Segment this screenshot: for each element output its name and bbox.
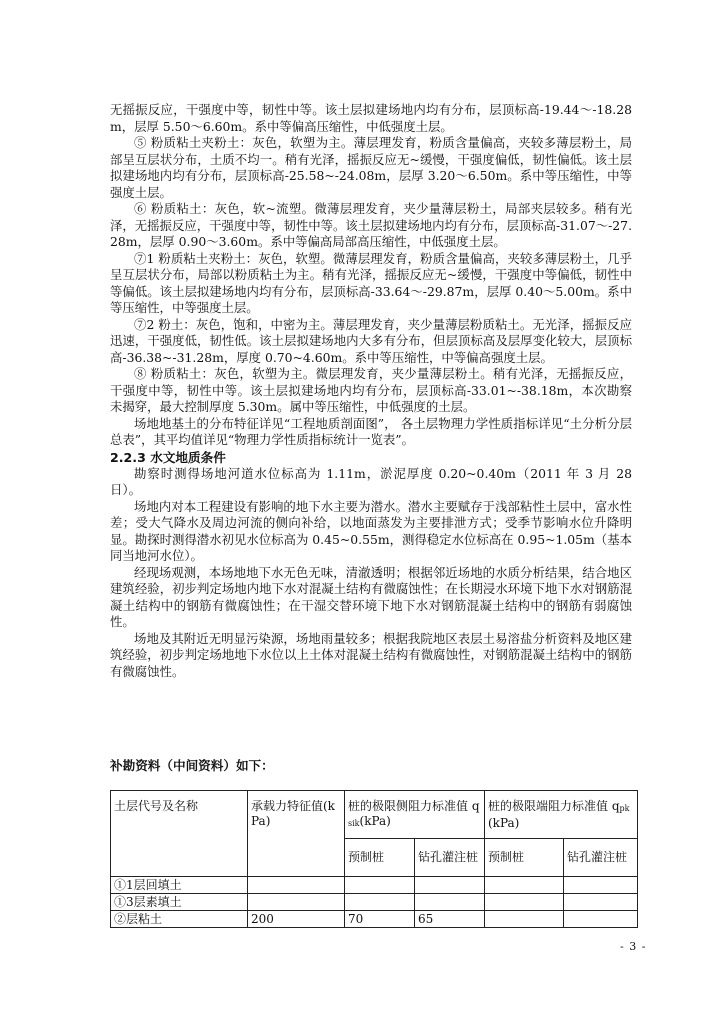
- paragraph-layer-6: ⑥ 粉质粘土：灰色，软~流塑。微薄层理发育，夹少量薄层粉土，局部夹层较多。稍有光泽，无摇振反应，干强度中等，韧性中等。该土层拟建场地内均有分布，层顶标高-31.07～-27.28m，层厚 0.90～3.60m。系中等偏高局部高压缩性，中低强度土层。: [110, 201, 633, 249]
- paragraph-layer-7-2: ⑦2 粉土：灰色，饱和，中密为主。薄层理发育，夹少量薄层粉质粘土。无光泽，摇振反应迅速，干强度低，韧性低。该土层拟建场地内大多有分布，但层顶标高及层厚变化较大，层顶标高-36.38~-31.28m，厚度 0.70~4.60m。系中等压缩性，中等偏高强度土层。: [110, 316, 632, 365]
- header-side-bored: 钻孔灌注桩: [415, 839, 485, 877]
- header-side-prefix: 桩的极限侧阻力标准值 q: [348, 798, 480, 813]
- page-number: - 3 -: [620, 940, 647, 953]
- cell-side-precast: [345, 894, 415, 911]
- cell-bearing: [248, 877, 345, 894]
- cell-end-precast: [485, 911, 564, 928]
- cell-end-bored: [564, 894, 638, 911]
- body-text: [110, 102, 632, 680]
- table-row: [111, 877, 638, 894]
- cell-layer: ①1层回填土: [111, 877, 248, 894]
- cell-layer: ②层粘土: [111, 911, 248, 928]
- paragraph-layer-8: ⑧ 粉质粘土：灰色，软塑为主。微层理发育，夹少量薄层粉土。稍有光泽，无摇振反应，干强度中等，韧性中等。该土层拟建场地内均有分布，层顶标高-33.01~-38.18m，本次勘察未揭穿，最大控制厚度 5.30m。属中等压缩性，中低强度的土层。: [110, 366, 632, 414]
- table-header-row: [111, 791, 638, 839]
- header-bearing: 承载力特征值(kPa): [248, 791, 345, 877]
- paragraph-layer-7-1: ⑦1 粉质粘土夹粉土：灰色，软塑。微薄层理发育，粉质含量偏高，夹较多薄层粉土，几乎呈互层状分布，局部以粉质粘土为主。稍有光泽，摇振反应无~缓慢，干强度中等偏低，韧性中等偏低。该土层拟建场地内均有分布，层顶标高-33.64～-29.87m，层厚 0.40～5.00m。系中等压缩性，中等强度土层。: [110, 250, 632, 315]
- paragraph-pollution: 场地及其附近无明显污染源，场地雨量较多；根据我院地区表层土易溶盐分析资料及地区建筑经验，初步判定场地地下水位以上土体对混凝土结构有微腐蚀性，对钢筋混凝土结构中的钢筋有微腐蚀性。: [110, 630, 632, 679]
- cell-layer: ①3层素填土: [111, 894, 248, 911]
- header-side-suffix: (kPa): [359, 813, 391, 828]
- soil-parameter-table: [110, 790, 638, 928]
- paragraph-river-level: 勘察时测得场地河道水位标高为 1.11m，淤泥厚度 0.20~0.40m（2011 年 3 月 28 日）。: [110, 465, 632, 497]
- cell-end-precast: [485, 894, 564, 911]
- cell-bearing: 200: [248, 911, 345, 928]
- cell-side-bored: 65: [415, 911, 485, 928]
- paragraph-distribution: 场地地基土的分布特征详见“工程地质剖面图”， 各土层物理力学性质指标详见“土分析分层总表”，其平均值详见“物理力学性质指标统计一览表”。: [110, 415, 632, 447]
- header-end-prefix: 桩的极限端阻力标准值 q: [488, 798, 620, 813]
- cell-bearing: [248, 894, 345, 911]
- cell-end-bored: [564, 877, 638, 894]
- table-row: [111, 911, 638, 928]
- header-side-subscript: sik: [348, 818, 360, 828]
- header-end-resistance: [485, 791, 638, 839]
- paragraph-layer-5: ⑤ 粉质粘土夹粉土：灰色，软塑为主。薄层理发育，粉质含量偏高，夹较多薄层粉土，局部呈互层状分布，土质不均一。稍有光泽，摇振反应无~缓慢，干强度偏低，韧性偏低。该土层拟建场地内均有分布，层顶标高-25.58~-24.08m，层厚 3.20～6.50m。系中等压缩性，中等强度土层。: [110, 135, 632, 200]
- supplement-title: 补勘资料（中间资料）如下：: [110, 758, 274, 773]
- header-end-suffix: (kPa): [488, 815, 520, 830]
- cell-side-bored: [415, 894, 485, 911]
- header-side-precast: 预制桩: [345, 839, 415, 877]
- header-end-precast: 预制桩: [485, 839, 564, 877]
- header-side-resistance: [345, 791, 485, 839]
- cell-side-precast: [345, 877, 415, 894]
- header-layer-code: 土层代号及名称: [111, 791, 248, 877]
- section-heading: 2.2.3 水文地质条件: [110, 449, 226, 465]
- cell-side-precast: 70: [345, 911, 415, 928]
- header-end-bored: 钻孔灌注桩: [564, 839, 638, 877]
- table-row: [111, 894, 638, 911]
- paragraph-clay-continued: 无摇振反应，干强度中等，韧性中等。该土层拟建场地内均有分布，层顶标高-19.44～-18.28m，层厚 5.50～6.60m。系中等偏高压缩性，中低强度土层。: [110, 102, 632, 134]
- header-end-subscript: pk: [619, 803, 630, 813]
- cell-end-precast: [485, 877, 564, 894]
- paragraph-groundwater: 场地内对本工程建设有影响的地下水主要为潜水。潜水主要赋存于浅部粘性土层中，富水性差；受大气降水及周边河流的侧向补给，以地面蒸发为主要排泄方式；受季节影响水位升降明显。勘探时测得潜水初见水位标高为 0.45~0.55m，测得稳定水位标高在 0.95~1.05m（基本同当地河水位）。: [110, 498, 632, 563]
- paragraph-corrosion: 经现场观测，本场地地下水无色无味，清澈透明；根据邻近场地的水质分析结果，结合地区建筑经验，初步判定场地内地下水对混凝土结构有微腐蚀性；在长期浸水环境下地下水对钢筋混凝土结构中的钢筋有微腐蚀性；在干湿交替环境下地下水对钢筋混凝土结构中的钢筋有弱腐蚀性。: [110, 564, 632, 629]
- cell-side-bored: [415, 877, 485, 894]
- cell-end-bored: [564, 911, 638, 928]
